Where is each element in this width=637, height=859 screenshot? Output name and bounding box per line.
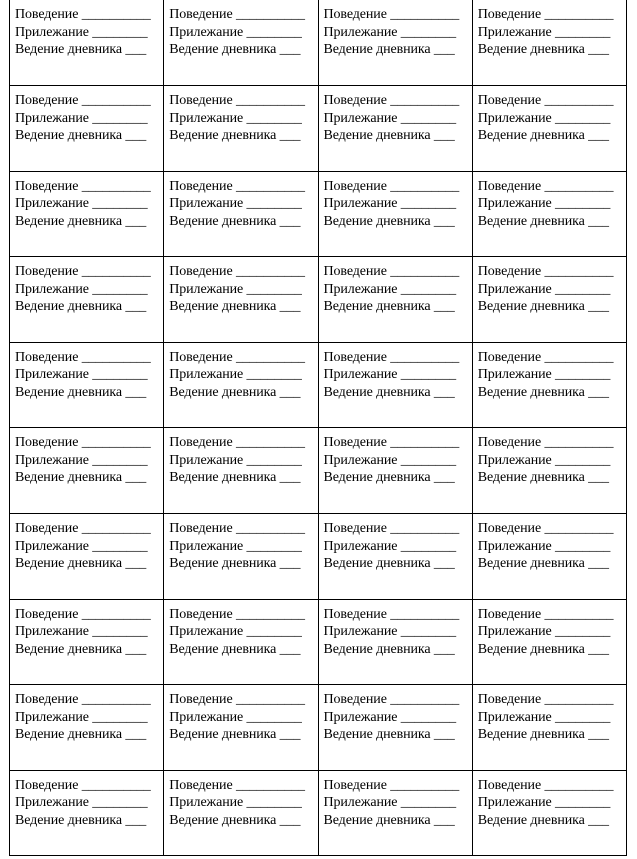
diary-line: Ведение дневника ___ — [477, 812, 609, 828]
report-card — [472, 685, 626, 771]
diligence-line: Прилежание ________ — [477, 110, 611, 126]
diligence-line: Прилежание ________ — [477, 538, 611, 554]
diary-line: Ведение дневника ___ — [323, 641, 455, 657]
diligence-line: Прилежание ________ — [477, 281, 611, 297]
diligence-line: Прилежание ________ — [323, 281, 456, 297]
diligence-line: Прилежание ________ — [15, 196, 148, 212]
behavior-line: Поведение __________ — [169, 435, 305, 451]
report-card-sheet — [9, 0, 626, 859]
diligence-line: Прилежание ________ — [15, 367, 148, 383]
diligence-line: Прилежание ________ — [477, 709, 611, 725]
diligence-line: Прилежание ________ — [323, 24, 456, 40]
behavior-line: Поведение __________ — [477, 521, 614, 537]
report-card — [472, 86, 626, 172]
report-card — [10, 770, 164, 856]
diligence-line: Прилежание ________ — [323, 452, 456, 468]
report-card — [10, 171, 164, 257]
report-card — [318, 770, 472, 856]
diary-line: Ведение дневника ___ — [323, 812, 455, 828]
diary-line: Ведение дневника ___ — [477, 42, 609, 57]
behavior-line: Поведение __________ — [323, 349, 460, 365]
report-card — [10, 342, 164, 428]
behavior-line: Поведение __________ — [15, 178, 151, 194]
report-card — [318, 428, 472, 514]
report-card — [164, 0, 318, 86]
report-card — [164, 770, 318, 856]
grid-row — [10, 257, 627, 343]
diligence-line: Прилежание ________ — [169, 624, 302, 640]
diligence-line: Прилежание ________ — [169, 196, 302, 212]
grid-row — [10, 0, 627, 86]
diary-line: Ведение дневника ___ — [323, 42, 455, 57]
behavior-line: Поведение __________ — [169, 93, 305, 109]
diligence-line: Прилежание ________ — [169, 452, 302, 468]
behavior-line: Поведение __________ — [15, 692, 151, 708]
grid-row — [10, 86, 627, 172]
diligence-line: Прилежание ________ — [169, 538, 302, 554]
report-card — [164, 86, 318, 172]
behavior-line: Поведение __________ — [169, 349, 305, 365]
behavior-line: Поведение __________ — [169, 692, 305, 708]
diary-line: Ведение дневника ___ — [169, 384, 301, 400]
diligence-line: Прилежание ________ — [15, 452, 148, 468]
diligence-line: Прилежание ________ — [15, 24, 148, 40]
behavior-line: Поведение __________ — [15, 777, 151, 793]
diligence-line: Прилежание ________ — [169, 367, 302, 383]
grid-row — [10, 599, 627, 685]
report-card — [472, 0, 626, 86]
report-card — [164, 171, 318, 257]
diary-line: Ведение дневника ___ — [323, 384, 455, 400]
behavior-line: Поведение __________ — [169, 264, 305, 280]
behavior-line: Поведение __________ — [15, 349, 151, 365]
diligence-line: Прилежание ________ — [477, 367, 611, 383]
diary-line: Ведение дневника ___ — [169, 812, 301, 828]
behavior-line: Поведение __________ — [477, 435, 614, 451]
diary-line: Ведение дневника ___ — [169, 128, 301, 144]
report-card — [10, 599, 164, 685]
diligence-line: Прилежание ________ — [477, 452, 611, 468]
diary-line: Ведение дневника ___ — [169, 641, 301, 657]
behavior-line: Поведение __________ — [15, 521, 151, 537]
diary-line: Ведение дневника ___ — [477, 470, 609, 486]
behavior-line: Поведение __________ — [323, 521, 460, 537]
report-card — [472, 514, 626, 600]
behavior-line: Поведение __________ — [169, 178, 305, 194]
diligence-line: Прилежание ________ — [323, 110, 456, 126]
report-card — [318, 171, 472, 257]
diary-line: Ведение дневника ___ — [477, 641, 609, 657]
report-card — [318, 86, 472, 172]
diary-line: Ведение дневника ___ — [169, 727, 301, 743]
report-card — [472, 770, 626, 856]
report-card — [164, 685, 318, 771]
diary-line: Ведение дневника ___ — [169, 213, 301, 229]
diary-line: Ведение дневника ___ — [477, 128, 609, 144]
diligence-line: Прилежание ________ — [477, 196, 611, 212]
diligence-line: Прилежание ________ — [477, 24, 611, 40]
behavior-line: Поведение __________ — [323, 777, 460, 793]
behavior-line: Поведение __________ — [477, 93, 614, 109]
report-card — [318, 685, 472, 771]
behavior-line: Поведение __________ — [169, 521, 305, 537]
diligence-line: Прилежание ________ — [15, 624, 148, 640]
behavior-line: Поведение __________ — [323, 692, 460, 708]
diary-line: Ведение дневника ___ — [477, 556, 609, 572]
behavior-line: Поведение __________ — [15, 606, 151, 622]
diligence-line: Прилежание ________ — [169, 709, 302, 725]
behavior-line: Поведение __________ — [323, 93, 460, 109]
report-card — [10, 514, 164, 600]
behavior-line: Поведение __________ — [323, 7, 460, 22]
behavior-line: Поведение __________ — [323, 264, 460, 280]
diligence-line: Прилежание ________ — [323, 196, 456, 212]
report-card — [472, 342, 626, 428]
behavior-line: Поведение __________ — [477, 178, 614, 194]
report-card — [318, 0, 472, 86]
behavior-line: Поведение __________ — [477, 692, 614, 708]
diligence-line: Прилежание ________ — [169, 110, 302, 126]
grid-row — [10, 514, 627, 600]
behavior-line: Поведение __________ — [477, 7, 614, 22]
diary-line: Ведение дневника ___ — [15, 299, 147, 315]
report-card — [10, 86, 164, 172]
diary-line: Ведение дневника ___ — [477, 727, 609, 743]
diligence-line: Прилежание ________ — [323, 624, 456, 640]
report-card — [318, 257, 472, 343]
report-card — [318, 514, 472, 600]
diligence-line: Прилежание ________ — [323, 538, 456, 554]
report-card — [164, 342, 318, 428]
behavior-line: Поведение __________ — [323, 435, 460, 451]
report-card — [10, 428, 164, 514]
report-card-grid — [9, 0, 627, 856]
diligence-line: Прилежание ________ — [323, 795, 456, 811]
diary-line: Ведение дневника ___ — [15, 556, 147, 572]
diligence-line: Прилежание ________ — [15, 538, 148, 554]
diary-line: Ведение дневника ___ — [323, 213, 455, 229]
grid-body — [10, 0, 627, 856]
diary-line: Ведение дневника ___ — [169, 556, 301, 572]
diligence-line: Прилежание ________ — [323, 709, 456, 725]
diary-line: Ведение дневника ___ — [15, 727, 147, 743]
diary-line: Ведение дневника ___ — [169, 470, 301, 486]
behavior-line: Поведение __________ — [323, 178, 460, 194]
diligence-line: Прилежание ________ — [169, 281, 302, 297]
diary-line: Ведение дневника ___ — [15, 213, 147, 229]
diligence-line: Прилежание ________ — [169, 24, 302, 40]
report-card — [472, 599, 626, 685]
diligence-line: Прилежание ________ — [15, 281, 148, 297]
behavior-line: Поведение __________ — [477, 264, 614, 280]
diligence-line: Прилежание ________ — [169, 795, 302, 811]
report-card — [472, 171, 626, 257]
report-card — [164, 514, 318, 600]
diary-line: Ведение дневника ___ — [477, 299, 609, 315]
report-card — [10, 0, 164, 86]
diligence-line: Прилежание ________ — [323, 367, 456, 383]
report-card — [318, 342, 472, 428]
diligence-line: Прилежание ________ — [15, 795, 148, 811]
behavior-line: Поведение __________ — [169, 777, 305, 793]
diary-line: Ведение дневника ___ — [477, 213, 609, 229]
diary-line: Ведение дневника ___ — [477, 384, 609, 400]
diary-line: Ведение дневника ___ — [323, 128, 455, 144]
behavior-line: Поведение __________ — [15, 93, 151, 109]
behavior-line: Поведение __________ — [323, 606, 460, 622]
report-card — [318, 599, 472, 685]
diary-line: Ведение дневника ___ — [15, 384, 147, 400]
report-card — [164, 599, 318, 685]
diligence-line: Прилежание ________ — [477, 624, 611, 640]
diligence-line: Прилежание ________ — [15, 110, 148, 126]
diligence-line: Прилежание ________ — [477, 795, 611, 811]
report-card — [164, 257, 318, 343]
diary-line: Ведение дневника ___ — [15, 812, 147, 828]
behavior-line: Поведение __________ — [477, 777, 614, 793]
diary-line: Ведение дневника ___ — [323, 299, 455, 315]
behavior-line: Поведение __________ — [477, 349, 614, 365]
report-card — [10, 685, 164, 771]
diary-line: Ведение дневника ___ — [15, 128, 147, 144]
behavior-line: Поведение __________ — [15, 7, 151, 22]
report-card — [472, 257, 626, 343]
diary-line: Ведение дневника ___ — [169, 42, 301, 57]
diary-line: Ведение дневника ___ — [323, 556, 455, 572]
diligence-line: Прилежание ________ — [15, 709, 148, 725]
report-card — [164, 428, 318, 514]
behavior-line: Поведение __________ — [15, 264, 151, 280]
grid-row — [10, 770, 627, 856]
grid-row — [10, 171, 627, 257]
report-card — [472, 428, 626, 514]
behavior-line: Поведение __________ — [169, 7, 305, 22]
grid-row — [10, 342, 627, 428]
diary-line: Ведение дневника ___ — [323, 470, 455, 486]
grid-row — [10, 428, 627, 514]
diary-line: Ведение дневника ___ — [15, 42, 147, 57]
behavior-line: Поведение __________ — [169, 606, 305, 622]
diary-line: Ведение дневника ___ — [169, 299, 301, 315]
diary-line: Ведение дневника ___ — [15, 470, 147, 486]
behavior-line: Поведение __________ — [477, 606, 614, 622]
report-card — [10, 257, 164, 343]
grid-row — [10, 685, 627, 771]
behavior-line: Поведение __________ — [15, 435, 151, 451]
diary-line: Ведение дневника ___ — [323, 727, 455, 743]
diary-line: Ведение дневника ___ — [15, 641, 147, 657]
